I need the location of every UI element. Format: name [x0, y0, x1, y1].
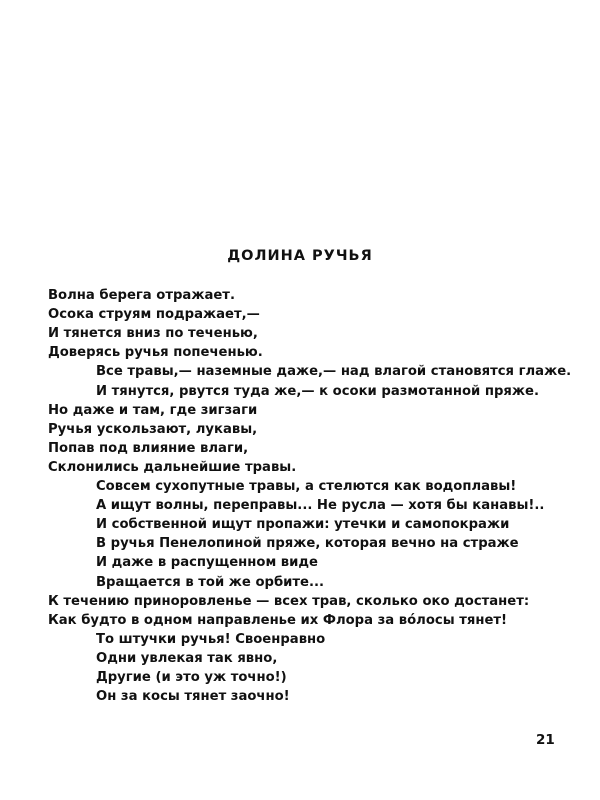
poem-line: Осока струям подражает,— — [48, 307, 260, 323]
page-number: 21 — [536, 732, 555, 748]
poem-title: ДОЛИНА РУЧЬЯ — [227, 248, 373, 264]
poem-line: Одни увлекая так явно, — [96, 650, 278, 666]
poem-line: То штучки ручья! Своенравно — [96, 631, 326, 647]
poem-line: Доверясь ручья попеченью. — [48, 345, 263, 361]
poem-line: К течению приноровленье — всех трав, сколько око достанет: — [48, 593, 530, 609]
poem-line: Как будто в одном направленье их Флора за вóлосы тянет! — [48, 612, 508, 628]
poem-line: Он за косы тянет заочно! — [96, 689, 290, 705]
poem-line: Склонились дальнейшие травы. — [48, 459, 297, 475]
poem-line: Ручья ускользают, лукавы, — [48, 421, 258, 437]
poem-line: Волна берега отражает. — [48, 288, 235, 303]
poem-line: Все травы,— наземные даже,— над влагой становятся глаже. — [96, 364, 572, 380]
poem-line: Но даже и там, где зигзаги — [48, 402, 258, 418]
poem-line: А ищут волны, переправы... Не русла — хотя бы канавы!.. — [96, 498, 545, 514]
poem-line: Совсем сухопутные травы, а стелются как водоплавы! — [96, 479, 517, 494]
poem-line: И тянутся, рвутся туда же,— к осоки размотанной пряже. — [96, 383, 539, 399]
poem-line: Другие (и это уж точно!) — [96, 670, 287, 685]
poem-line: И тянется вниз по теченью, — [48, 326, 258, 342]
poem-line: В ручья Пенелопиной пряже, которая вечно на страже — [96, 536, 519, 552]
poem-line: Вращается в той же орбите... — [96, 574, 325, 590]
poem-line: И собственной ищут пропажи: утечки и самопокражи — [96, 517, 510, 533]
poem-line: И даже в распущенном виде — [96, 555, 318, 571]
poem-line: Попав под влияние влаги, — [48, 440, 249, 456]
